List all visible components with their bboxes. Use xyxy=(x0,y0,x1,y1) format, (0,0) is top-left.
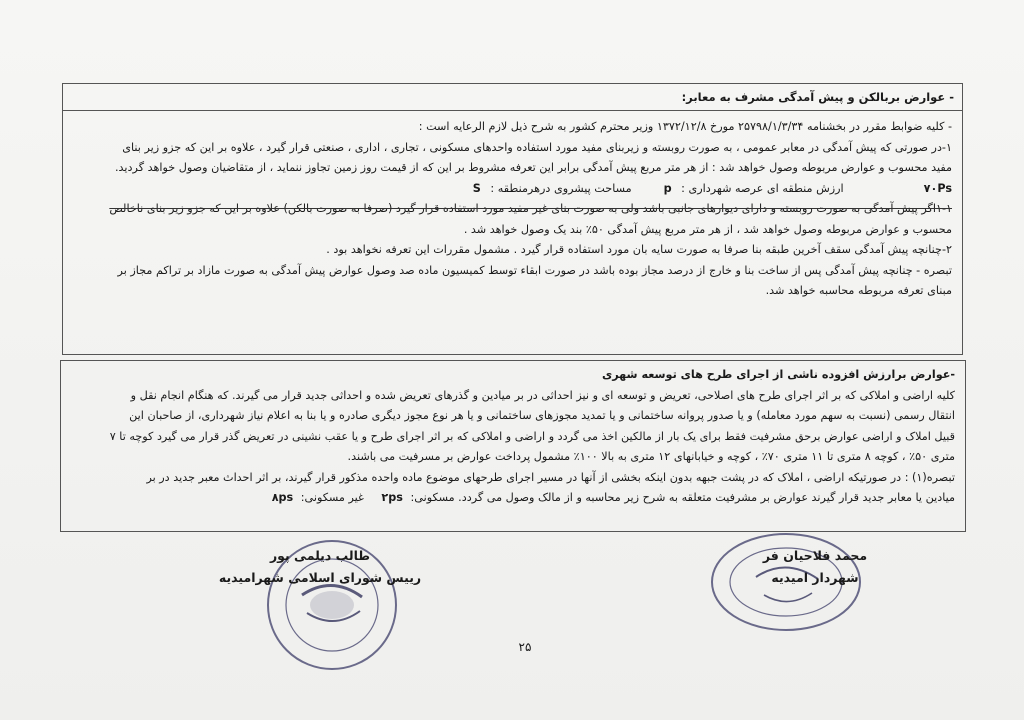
formula-value: ۷۰Ps xyxy=(923,181,952,195)
signature-area xyxy=(0,535,1024,685)
section2-note-1: تبصره(۱) : در صورتیکه اراضی ، املاک که در پشت جبهه بدون اینکه بخشی از آنها در مسیر اجرای طرحهای موضوع ماده واحده مذکور قرار گیرند، بر اثر احداث معبر جدید در بر xyxy=(146,470,955,484)
section2-line-4: متری ۵۰٪ ، کوچه ۸ متری تا ۱۱ متری ۷۰٪ ، کوچه و خیابانهای ۱۲ متری به بالا ۱۰۰٪ مشمول پرداخت عوارض بر مسرفیت می باشند. xyxy=(347,450,955,463)
nonresidential-value: ۸ps xyxy=(271,491,294,504)
council-signer-title: رییس شورای اسلامی شهرامیدیه xyxy=(218,570,422,585)
mayor-signature xyxy=(755,545,875,589)
value-added-fees-section xyxy=(60,360,966,532)
balcony-fees-section xyxy=(62,83,963,355)
section1-title: - عوارض بربالکن و پیش آمدگی مشرف به معابر: xyxy=(63,84,962,111)
section1-clause-2: ۲-چنانچه پیش آمدگی سقف آخرین طبقه بنا صرفا به صورت سایه بان مورد استفاده قرار گیرد . مشمول مقررات این تعرفه نخواهد بود . xyxy=(326,243,952,256)
section1-clause-1-1-cont: محسوب و عوارض مربوطه وصول خواهد شد ، از هر متر مربع پیش آمدگی ۵۰٪ بند یک وصول خواهد شد . xyxy=(463,222,952,236)
section1-line-2: ۱-در صورتی که پیش آمدگی در معابر عمومی ، به صورت روبسته و زیربنای مفید مورد استفاده واحدهای مسکونی ، تجاری ، اداری ، صنعتی قرار گیرد ، علاوه بر این که جزو زیر بنای xyxy=(122,140,952,154)
mayor-signer-title: شهردار امیدیه xyxy=(771,570,859,585)
formula-p-symbol: p xyxy=(663,181,672,195)
formula-s-label: مساحت پیشروی درهرمنطقه : xyxy=(490,181,632,195)
section1-line-3: مفید محسوب و عوارض مربوطه وصول خواهد شد : از هر متر مربع پیش آمدگی برابر این تعرفه مشروط بر این که از قیمت روز زمین تجاوز ننماید ، از متقاضیان وصول خواهد گردید. xyxy=(115,161,952,174)
council-signature xyxy=(200,545,440,589)
formula-row xyxy=(63,179,962,200)
section2-line-3: قبیل املاک و اراضی عوارض برحق مشرفیت فقط برای یک بار از مالکین اخذ می گردد و اراضی و املاکی که بر اثر اجرای طرح و یا عقب نشینی در تعریض گذر قرار می گیرد کوچه تا ۷ xyxy=(109,429,955,443)
formula-s-symbol: S xyxy=(472,181,481,195)
mayor-signer-name: محمد فلاحیان فر xyxy=(762,548,868,563)
section2-note-1-cont xyxy=(61,488,965,509)
section1-note: تبصره - چنانچه پیش آمدگی پس از ساخت بنا و خارج از درصد مجاز بوده باشد در صورت ابقاء توسط کمیسیون ماده صد وصول عوارض پیش آمدگی به صورت مازاد بر تراکم مجاز بر xyxy=(117,263,952,277)
section1-body xyxy=(63,111,962,302)
nonresidential-label: غیر مسکونی: xyxy=(300,491,364,504)
residential-value: ۲ps xyxy=(381,491,403,504)
section2-note-1-text: میادین یا معابر جدید قرار گیرند عوارض بر مشرفیت متعلقه به شرح زیر محاسبه و از مالک وصول می گردد. مسکونی: xyxy=(410,491,955,504)
section1-clause-1-1: ۱-۱اگر پیش آمدگی به صورت روبسته و دارای دیوارهای جانبی باشد ولی به صورت بنای غیر مفید مورد استفاده قرار گیرد (صرفا به صورت بالکن) علاوه بر این که جزو زیر بنای ناخالص xyxy=(109,202,952,215)
section2-title: -عوارض برارزش افزوده ناشی از اجرای طرح های توسعه شهری xyxy=(601,368,955,381)
section1-note-cont: مبنای تعرفه مربوطه محاسبه خواهد شد. xyxy=(765,284,952,297)
section2-line-2: انتقال رسمی (نسبت به سهم مورد معامله) و یا صدور پروانه ساختمانی و یا تمدید مجوزهای ساختمانی و یا هر نوع مجوز دیگری صادره و یا بنا به اعلام نیاز شهرداری، از صاحبان این xyxy=(129,409,955,422)
formula-s-definition xyxy=(467,179,632,200)
section1-line-1: - کلیه ضوابط مقرر در بخشنامه ۲۵۷۹۸/۱/۳/۳۴ مورخ ۱۳۷۲/۱۲/۸ وزیر محترم کشور به شرح ذیل لازم الرعایه است : xyxy=(418,120,952,133)
section2-body xyxy=(61,361,965,509)
formula-p-label: ارزش منطقه ای عرصه شهرداری : xyxy=(681,181,844,195)
page-number: ۲۵ xyxy=(518,640,532,654)
section2-line-1: کلیه اراضی و املاکی که بر اثر اجرای طرح های اصلاحی، تعریض و توسعه ای و نیز احداثی در بر میادین و گذرهای تعریض شده و احداثی جدید قرار می گیرند. که هنگام انجام نقل و xyxy=(130,388,955,402)
council-signer-name: طالب دیلمی پور xyxy=(269,548,371,563)
formula-p-definition xyxy=(658,179,844,200)
